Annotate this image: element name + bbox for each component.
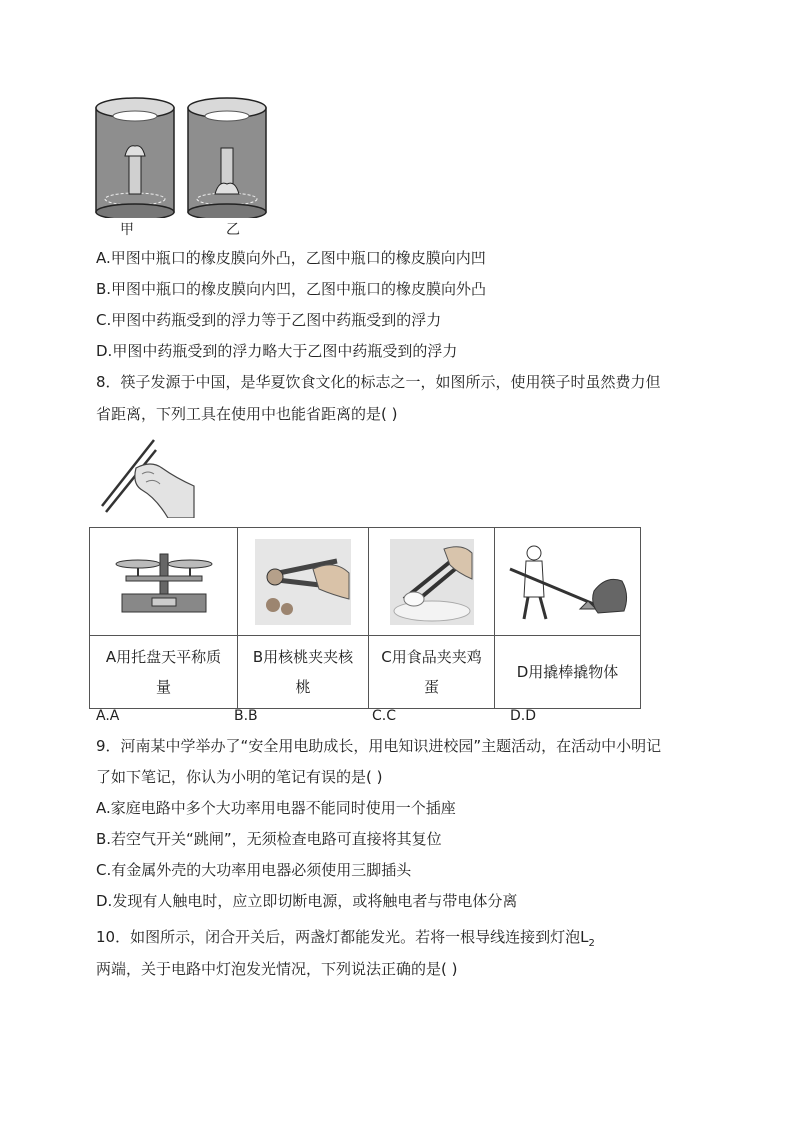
- q8-options-table: [89, 527, 641, 709]
- q8-answer-c[interactable]: C.C: [372, 708, 397, 724]
- q9-option-c[interactable]: C.有金属外壳的大功率用电器必须使用三脚插头: [96, 861, 412, 879]
- q8-answer-a[interactable]: A.A: [96, 708, 120, 724]
- q9-stem-line1: 9．河南某中学举办了“安全用电助成长，用电知识进校园”主题活动，在活动中小明记: [96, 737, 662, 755]
- beaker-left: [96, 98, 174, 218]
- figure-label-jia: 甲: [120, 222, 134, 238]
- chopsticks-hand-image: [96, 438, 200, 518]
- beaker-figure: [92, 94, 270, 218]
- q9-option-d[interactable]: D.发现有人触电时，应立即切断电源，或将触电者与带电体分离: [96, 892, 518, 910]
- q7-option-c[interactable]: C.甲图中药瓶受到的浮力等于乙图中药瓶受到的浮力: [96, 311, 442, 329]
- q10-stem-line1: 10．如图所示，闭合开关后，两盏灯都能发光。若将一根导线连接到灯泡$L_2$: [96, 928, 595, 949]
- beaker-right: [188, 98, 266, 218]
- q8-answer-d[interactable]: D.D: [510, 708, 537, 724]
- q8-cell-b-label[interactable]: B用核桃夹夹核桃: [238, 636, 369, 709]
- q8-cell-a-image[interactable]: [90, 528, 238, 636]
- q8-cell-d-image[interactable]: [495, 528, 641, 636]
- food-tongs-icon: [390, 539, 474, 625]
- q8-cell-a-label[interactable]: A用托盘天平称质量: [90, 636, 238, 709]
- q8-stem-line1: 8．筷子发源于中国，是华夏饮食文化的标志之一，如图所示，使用筷子时虽然费力但: [96, 373, 661, 391]
- balance-scale-icon: [108, 546, 220, 618]
- q8-stem-line2: 省距离，下列工具在使用中也能省距离的是( ): [96, 405, 398, 423]
- q8-cell-d-label[interactable]: D用撬棒撬物体: [495, 636, 641, 709]
- q8-cell-b-image[interactable]: [238, 528, 369, 636]
- nutcracker-icon: [255, 539, 351, 625]
- q10-stem-line2: 两端，关于电路中灯泡发光情况，下列说法正确的是( ): [96, 960, 458, 978]
- q7-option-d[interactable]: D.甲图中药瓶受到的浮力略大于乙图中药瓶受到的浮力: [96, 342, 458, 360]
- q8-answer-b[interactable]: B.B: [234, 708, 258, 724]
- q7-option-b[interactable]: B.甲图中瓶口的橡皮膜向内凹，乙图中瓶口的橡皮膜向外凸: [96, 280, 487, 298]
- crowbar-lever-icon: [506, 541, 630, 623]
- q9-stem-line2: 了如下笔记，你认为小明的笔记有误的是( ): [96, 768, 383, 786]
- q8-cell-c-label[interactable]: C用食品夹夹鸡蛋: [369, 636, 495, 709]
- figure-label-yi: 乙: [226, 222, 240, 238]
- q9-option-b[interactable]: B.若空气开关“跳闸”，无须检查电路可直接将其复位: [96, 830, 442, 848]
- q8-cell-c-image[interactable]: [369, 528, 495, 636]
- q7-option-a[interactable]: A.甲图中瓶口的橡皮膜向外凸，乙图中瓶口的橡皮膜向内凹: [96, 249, 486, 267]
- q9-option-a[interactable]: A.家庭电路中多个大功率用电器不能同时使用一个插座: [96, 799, 456, 817]
